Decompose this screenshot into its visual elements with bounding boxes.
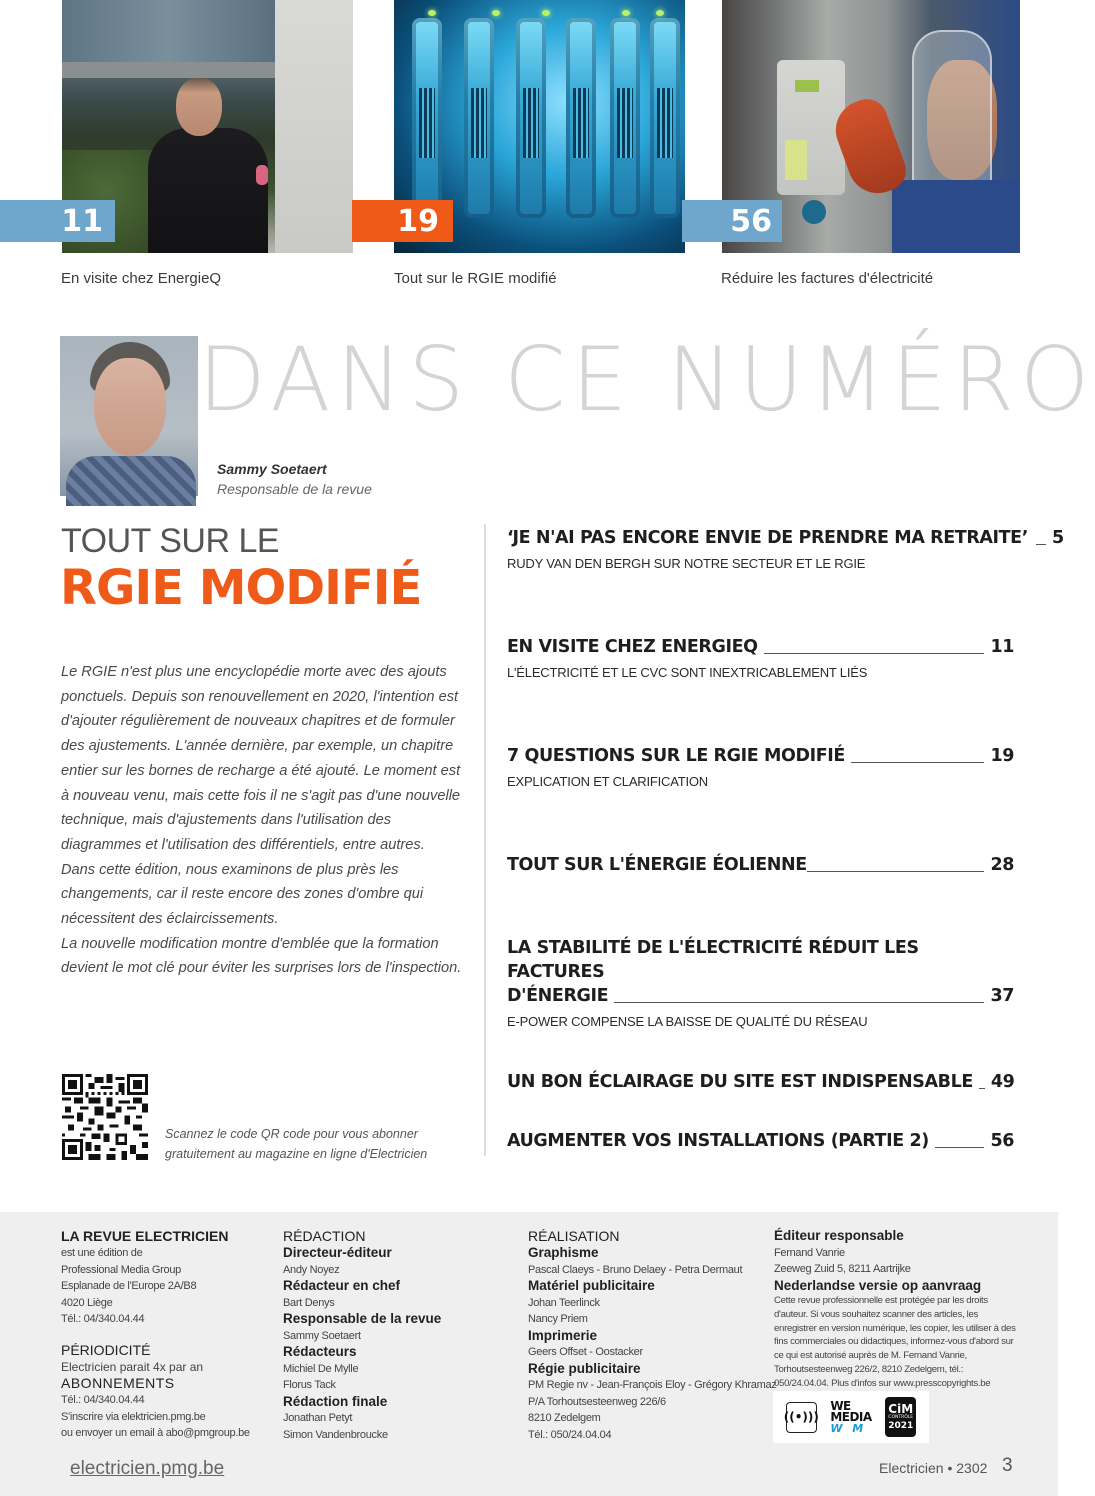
toc-subtitle: L'ÉLECTRICITÉ ET LE CVC SONT INEXTRICABLEMENT LIÉS bbox=[507, 665, 868, 680]
intro-line: devient le mot clé pour éviter les surprises lors de l'inspection. bbox=[61, 960, 462, 977]
page-title: DANS CE NUMÉRO bbox=[198, 328, 1095, 431]
copyright-notice: Cette revue professionnelle est protégée par les droits d'auteur. Si vous souhaitez scanner des articles, les enregistrer en version numérique, les copier, les utiliser à des fins commerciales ou didactiques, informez-vous d'abord sur ce qui est autorisé auprès de M. Fernand Vanrie, Torhoutsesteenweg 226/2, 8210 Zedelgem, tél.: 050/24.04.04. Plus d'infos sur www.presscopyrights.be bbox=[774, 1295, 1016, 1389]
status-led bbox=[656, 10, 664, 16]
editor-role: Responsable de la revue bbox=[217, 481, 372, 497]
building-glass bbox=[62, 0, 275, 62]
colophon-name: Florus Tack bbox=[283, 1379, 336, 1391]
toc-title-row bbox=[507, 1129, 1014, 1153]
subscribe-link[interactable]: S'inscrire via elektricien.pmg.be bbox=[61, 1410, 206, 1423]
qr-caption-line: gratuitement au magazine en ligne d'Electricien bbox=[165, 1147, 428, 1161]
meter-cover bbox=[785, 140, 807, 180]
intro-line: nécessitent des éclaircissements. bbox=[61, 911, 279, 928]
page-badge-19[interactable]: 19 bbox=[352, 200, 453, 242]
intro-line: des ajustements. L'année dernière, par exemple, un chapitre bbox=[61, 738, 454, 755]
colophon-name: Geers Offset - Oostacker bbox=[528, 1346, 643, 1358]
toc-leader bbox=[935, 1147, 985, 1148]
meter-display bbox=[795, 80, 819, 92]
toc-title: TOUT SUR L'ÉNERGIE ÉOLIENNE bbox=[507, 855, 807, 875]
feature-caption[interactable]: Tout sur le RGIE modifié bbox=[394, 270, 557, 287]
intro-line: d'ajouter régulièrement de nouveaux chapitres et de formuler bbox=[61, 713, 455, 730]
intro-line: La nouvelle modification montre d'emblée que la formation bbox=[61, 935, 439, 952]
colophon-name: Nancy Priem bbox=[528, 1313, 588, 1325]
colophon-line: Esplanade de l'Europe 2A/B8 bbox=[61, 1280, 197, 1292]
building-wall bbox=[275, 0, 353, 253]
toc-subtitle: RUDY VAN DEN BERGH SUR NOTRE SECTEUR ET LE RGIE bbox=[507, 556, 866, 571]
cim-logo bbox=[885, 1397, 916, 1437]
toc-subtitle: EXPLICATION ET CLARIFICATION bbox=[507, 774, 708, 789]
toc-page-number: 49 bbox=[990, 1072, 1015, 1092]
toc-subtitle: E-POWER COMPENSE LA BAISSE DE QUALITÉ DU RÉSEAU bbox=[507, 1014, 868, 1029]
colophon-name: P/A Torhoutsesteenweg 226/6 bbox=[528, 1395, 666, 1408]
status-led bbox=[542, 10, 550, 16]
colophon-line: Tél.: 04/340.04.44 bbox=[61, 1394, 145, 1406]
colophon-name: Bart Denys bbox=[283, 1296, 335, 1309]
jacket-patch bbox=[256, 165, 268, 185]
email-link[interactable]: ou envoyer un email à abo@pmgroup.be bbox=[61, 1427, 250, 1439]
colophon-heading: PÉRIODICITÉ bbox=[61, 1341, 151, 1358]
intro-line: technique, mais d'ajustements dans l'utilisation des bbox=[61, 812, 392, 829]
toc-entry[interactable] bbox=[507, 526, 1064, 571]
colophon-role: Responsable de la revue bbox=[283, 1311, 442, 1326]
intro-paragraph bbox=[61, 660, 471, 981]
intro-line: Dans cette édition, nous examinons de plus près les bbox=[61, 861, 399, 878]
colophon-redaction bbox=[283, 1228, 441, 1443]
colophon-role: Rédaction finale bbox=[283, 1393, 388, 1409]
colophon-line: Professional Media Group bbox=[61, 1263, 181, 1276]
page-number: 3 bbox=[1002, 1455, 1013, 1476]
colophon-heading: Nederlandse versie op aanvraag bbox=[774, 1277, 982, 1293]
colophon-name: Michiel De Mylle bbox=[283, 1362, 359, 1375]
wemedia-text: MEDIA bbox=[830, 1409, 872, 1424]
colophon-heading: LA REVUE ELECTRICIEN bbox=[61, 1228, 229, 1244]
toc-entry[interactable] bbox=[507, 853, 1014, 877]
page-badge-11[interactable]: 11 bbox=[0, 200, 115, 242]
intro-line: Le RGIE n'est plus une encyclopédie morte avec des ajouts bbox=[61, 664, 447, 680]
intro-line: diagrammes et l'utilisation des différentiels, entre autres. bbox=[61, 836, 425, 853]
toc-title-row bbox=[507, 744, 1014, 768]
colophon-role: Rédacteur en chef bbox=[283, 1278, 401, 1293]
feature-caption[interactable]: Réduire les factures d'électricité bbox=[721, 270, 934, 287]
colophon-role: Imprimerie bbox=[528, 1327, 598, 1343]
colophon-line: Electricien parait 4x par an bbox=[61, 1359, 204, 1374]
toc-title: D'ÉNERGIE bbox=[507, 986, 609, 1006]
toc-title-line1: LA STABILITÉ DE L'ÉLECTRICITÉ RÉDUIT LES FACTURES bbox=[507, 938, 919, 982]
colophon-editeur bbox=[774, 1228, 1019, 1391]
toc-title: EN VISITE CHEZ ENERGIEQ bbox=[507, 637, 758, 657]
colophon-heading: Éditeur responsable bbox=[774, 1228, 904, 1243]
colophon-role: Matériel publicitaire bbox=[528, 1278, 655, 1293]
status-led bbox=[622, 10, 630, 16]
person-head bbox=[176, 78, 222, 136]
colophon-name: Pascal Claeys - Bruno Delaey - Petra Dermaut bbox=[528, 1263, 743, 1276]
colophon-realisation bbox=[528, 1228, 776, 1443]
lead-headline: RGIE MODIFIÉ bbox=[60, 560, 422, 616]
toc-page-number: 19 bbox=[990, 746, 1014, 766]
portrait-shirt bbox=[66, 456, 196, 506]
server-slot bbox=[464, 18, 494, 218]
server-slot bbox=[516, 18, 546, 218]
toc-entry[interactable] bbox=[507, 744, 1014, 789]
server-slot bbox=[412, 18, 442, 218]
editor-portrait bbox=[60, 336, 198, 496]
toc-leader bbox=[1036, 544, 1046, 545]
colophon-name: Andy Noyez bbox=[283, 1263, 340, 1276]
lead-kicker: TOUT SUR LE bbox=[61, 522, 280, 560]
toc-title: 7 QUESTIONS SUR LE RGIE MODIFIÉ bbox=[507, 746, 845, 766]
colophon-name: Sammy Soetaert bbox=[283, 1329, 361, 1342]
toc-page-number: 11 bbox=[990, 637, 1014, 657]
colophon-line: 4020 Liège bbox=[61, 1296, 113, 1309]
building-ledge bbox=[62, 62, 275, 78]
toc-title: UN BON ÉCLAIRAGE DU SITE EST INDISPENSABLE bbox=[507, 1072, 973, 1092]
cim-year: 2021 bbox=[888, 1421, 914, 1431]
colophon-role: Régie publicitaire bbox=[528, 1360, 641, 1376]
colophon-heading: RÉALISATION bbox=[528, 1228, 620, 1244]
colophon-line: Tél.: 04/340.04.44 bbox=[61, 1313, 145, 1325]
technician-shirt bbox=[892, 180, 1020, 253]
colophon-name: 8210 Zedelgem bbox=[528, 1412, 601, 1424]
colophon-publisher bbox=[61, 1228, 250, 1442]
website-link[interactable]: electricien.pmg.be bbox=[70, 1458, 225, 1479]
colophon-line: Fernand Vanrie bbox=[774, 1246, 845, 1259]
audio-icon: ((•))) bbox=[786, 1402, 817, 1433]
certification-logos bbox=[773, 1391, 929, 1443]
toc-title: ‘JE N'AI PAS ENCORE ENVIE DE PRENDRE MA RETRAITE’ bbox=[507, 528, 1028, 548]
toc-page-number: 28 bbox=[990, 855, 1014, 875]
colophon-name: Simon Vandenbroucke bbox=[283, 1428, 388, 1441]
toc-page-number: 56 bbox=[990, 1131, 1014, 1151]
cim-text: CiM bbox=[888, 1402, 914, 1416]
colophon-role: Directeur-éditeur bbox=[283, 1245, 392, 1260]
colophon-line: est une édition de bbox=[61, 1247, 143, 1259]
toc-title-row bbox=[507, 984, 1014, 1008]
toc-leader bbox=[764, 653, 985, 654]
toc-leader bbox=[807, 871, 985, 872]
server-slot bbox=[650, 18, 680, 218]
round-label bbox=[802, 200, 826, 224]
toc-page-number: 5 bbox=[1052, 528, 1064, 548]
toc-entry[interactable] bbox=[507, 1129, 1014, 1153]
folio: Electricien • 2302 bbox=[879, 1460, 988, 1476]
toc-leader bbox=[851, 762, 985, 763]
qr-caption-line: Scannez le code QR code pour vous abonner bbox=[165, 1127, 418, 1141]
toc-leader bbox=[614, 1002, 984, 1003]
toc-title-row bbox=[507, 635, 1014, 659]
toc-leader bbox=[979, 1088, 985, 1089]
colophon-name: Jonathan Petyt bbox=[283, 1412, 353, 1424]
toc-entry[interactable] bbox=[507, 1070, 1014, 1094]
page-badge-56[interactable]: 56 bbox=[682, 200, 782, 242]
intro-line: changements, car il reste encore des zones d'ombre qui bbox=[61, 886, 424, 903]
status-led bbox=[492, 10, 500, 16]
wemedia-logo bbox=[830, 1398, 872, 1435]
qr-caption bbox=[165, 1124, 427, 1164]
colophon-role: Graphisme bbox=[528, 1245, 599, 1260]
toc-page-number: 37 bbox=[990, 986, 1014, 1006]
wemedia-text: WE bbox=[830, 1398, 851, 1413]
editor-name: Sammy Soetaert bbox=[217, 461, 327, 477]
colophon-line: Zeeweg Zuid 5, 8211 Aartrijke bbox=[774, 1263, 911, 1275]
colophon-heading: ABONNEMENTS bbox=[61, 1375, 175, 1391]
colophon-role: Rédacteurs bbox=[283, 1344, 357, 1359]
toc-entry[interactable] bbox=[507, 635, 1014, 680]
toc-title: AUGMENTER VOS INSTALLATIONS (PARTIE 2) bbox=[507, 1131, 929, 1151]
status-led bbox=[428, 10, 436, 16]
column-divider bbox=[484, 524, 486, 1156]
intro-line: entier sur les bornes de recharge a été ajouté. Le moment est bbox=[61, 762, 461, 779]
toc-title-row bbox=[507, 853, 1014, 877]
intro-line: à nouveau venu, mais cette fois il ne s'agit pas d'une nouvelle bbox=[61, 787, 461, 804]
toc-title-row bbox=[507, 526, 1064, 550]
cim-text: CONTRÔLE bbox=[888, 1415, 914, 1420]
toc-entry[interactable] bbox=[507, 936, 1014, 1029]
person-body bbox=[148, 128, 268, 253]
qr-code-icon[interactable] bbox=[62, 1074, 148, 1160]
intro-line: ponctuels. Depuis son renouvellement en 2020, l'intention est bbox=[61, 688, 459, 705]
feature-caption[interactable]: En visite chez EnergieQ bbox=[61, 270, 222, 287]
colophon-name: Tél.: 050/24.04.04 bbox=[528, 1428, 612, 1441]
colophon-name: Johan Teerlinck bbox=[528, 1296, 600, 1309]
toc-title-row bbox=[507, 1070, 1014, 1094]
server-slot bbox=[566, 18, 596, 218]
server-slot bbox=[610, 18, 640, 218]
colophon-name: PM Regie nv - Jean-François Eloy - Grégory Khramaz bbox=[528, 1379, 777, 1391]
portrait-face bbox=[94, 358, 166, 456]
wemedia-mark: W M bbox=[830, 1421, 867, 1435]
colophon-heading: RÉDACTION bbox=[283, 1228, 366, 1244]
